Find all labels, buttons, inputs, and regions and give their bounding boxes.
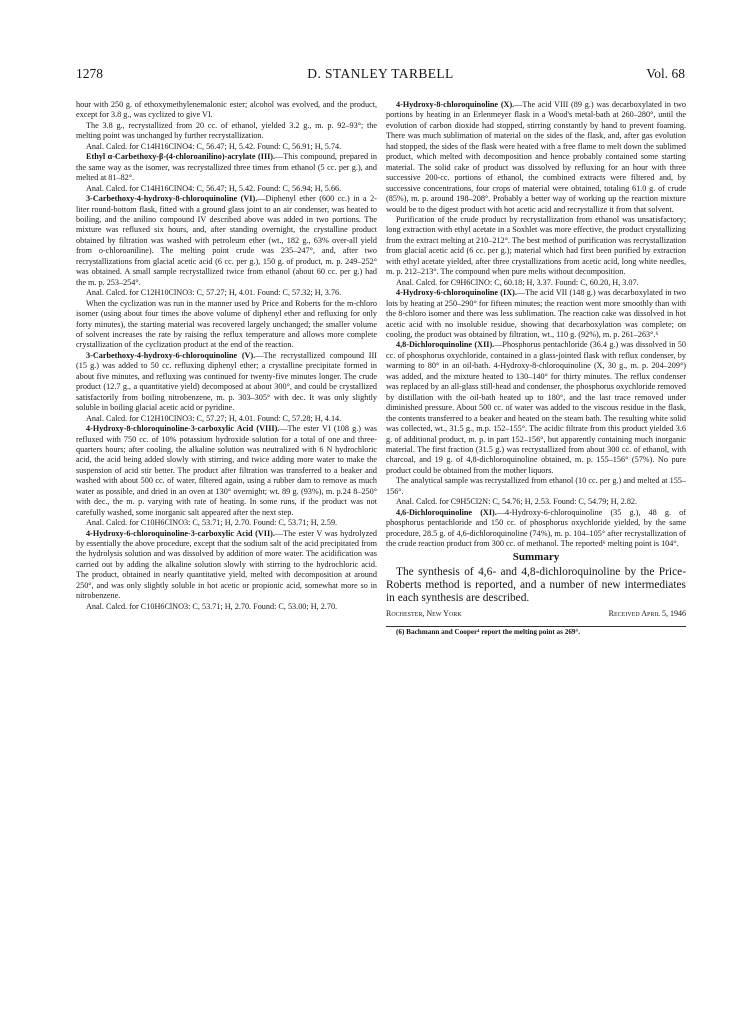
paragraph-text: —The acid VIII (89 g.) was decarboxylated in two portions by heating in an Erlenmeyer flask in a Wood's metal-bath at 260–280°, until the evolution of carbon dioxide had stopped, stirring constantly by hand to prevent foaming. There was much sublimation of material on the sides of the flask, and, after gas evolution had stopped, the sides of the flask were heated with a free flame to melt down the sublimed product, which melted with decomposition and hence probably contained some starting material. The solid cake of product was dissolved by refluxing for an hour with three successive 200-cc. portions of ethanol, the combined extracts were filtered and, by successive concentrations, four crops of material were obtained, totaling 61.0 g. of crude (85%), m. p. around 198–208°. Probably a better way of working up the reaction mixture would be to the digest product with hot acetic acid and recrystallize it from that solvent. [386,100,687,214]
paragraph-heading: 3-Carbethoxy-4-hydroxy-6-chloroquinoline (V). [86,350,256,360]
paragraph-text: —The acid VII (148 g.) was decarboxylated in two lots by heating at 250–290° for fifteen minutes; the reaction went more smoothly than with the 8-chloro isomer and there was less sublimation. The reaction cake was dissolved in hot acetic acid with no insoluble residue, showing that decarboxylation was complete; on cooling, the product was obtained by filtration, wt., 110 g. (92%), m. p. 261–263°.⁶ [386,288,686,339]
signature-line [386,609,686,622]
left-paragraph [76,288,377,298]
right-paragraph [386,476,686,497]
left-paragraph [76,424,377,518]
paragraph-heading: 4,8-Dichloroquinoline (XII). [396,340,495,350]
paragraph-text: —The ester V was hydrolyzed by essentially the above procedure, except that the sodium salt of the acid precipitated from the hydrolysis solution and was dissolved by addition of more water. The acidification was carried out by adding the alkaline solution slowly with stirring to the hydrochloric acid. The product, obtained in nearly quantitative yield, melted with decomposition at around 250°, and was only slightly soluble in hot acetic or propionic acid, somewhat more so in nitrobenzene. [76,528,377,601]
right-column-paragraphs [386,100,686,549]
paragraph-text: The 3.8 g., recrystallized from 20 cc. of ethanol, yielded 3.2 g., m. p. 92–93°; the melting point was unchanged by further recrystallization. [76,120,377,141]
paragraph-text: Anal. Calcd. for C9H6ClNO: C, 60.18; H, 3.37. Found: C, 60.20, H, 3.07. [396,277,639,287]
paragraph-heading: 4,6-Dichloroquinoline (XI). [396,507,497,517]
left-paragraph [76,518,377,528]
left-paragraph [76,194,377,288]
paragraph-text: Anal. Calcd. for C12H10ClNO3: C, 57.27; H, 4.01. Found: C, 57.28; H, 4.14. [86,413,342,423]
left-paragraph [76,121,377,142]
right-paragraph [386,497,686,507]
right-paragraph [386,215,686,278]
right-paragraph [386,340,686,476]
paragraph-text: Anal. Calcd. for C12H10ClNO3: C, 57.27; H, 4.01. Found: C, 57.32; H, 3.76. [86,288,342,298]
signature-location: Rochester, New York [386,608,462,618]
paragraph-text: —The ester VI (108 g.) was refluxed with 750 cc. of 10% potassium hydroxide solution for a total of one and three-quarters hours; after cooling, the alkaline solution was neutralized with 6 N hydrochloric acid, the acid being added slowly with stirring, and twice adding more water to make the suspension of acid stir better. The product after filtration was transferred to a beaker and washed with about 500 cc. of water, filtered again, using a rubber dam to remove as much water as possible, and dried in an oven at 130° overnight; wt. 89 g. (93%), m. p.24 8–250° with dec., the m. p. varying with rate of heating. In some runs, if the product was not carefully washed, some inorganic salt appeared after the next step. [76,424,377,517]
volume-label: Vol. 68 [646,66,685,81]
paragraph-text: When the cyclization was run in the manner used by Price and Roberts for the m-chloro isomer (using about four times the above volume of diphenyl ether and refluxing for only forty minutes), the starting material was recovered largely unchanged; the smaller volume of solvent increases the rate by raising the reflux temperature and allows more complete crystallization of the cyclization product at the end of the reaction. [76,298,377,350]
paragraph-text: Anal. Calcd. for C14H16ClNO4: C, 56.47; H, 5.42. Found: C, 56.94; H, 5.66. [86,183,342,193]
paragraph-heading: 4-Hydroxy-6-chloroquinoline (IX). [396,288,517,298]
received-date: Received April 5, 1946 [608,608,686,618]
paragraph-text: —This compound, prepared in the same way as the isomer, was recrystallized three times from ethanol (5 cc. per g.), and melted at 81–82°. [76,152,377,183]
left-paragraph [76,529,377,602]
page-number: 1278 [76,66,103,81]
paragraph-text: —4-Hydroxy-6-chloroquinoline (35 g.), 48 g. of phosphorus pentachloride and 150 cc. of phosphorus oxychloride yielded, by the same procedure, 28.5 g. of 4,6-dichloroquinoline (74%), m. p. 104–105° after recrystallization of the crude reaction product from 300 cc. of methanol. The reported⁶ melting point is 104°. [386,507,686,549]
summary-text: The synthesis of 4,6- and 4,8-dichloroquinoline by the Price-Roberts method is reported, and a number of new intermediates in each synthesis are described. [386,565,686,604]
left-paragraph [76,100,377,121]
paragraph-heading: 4-Hydroxy-6-chloroquinoline-3-carboxylic Acid (VII). [86,528,275,538]
paragraph-text: hour with 250 g. of ethoxymethylenemalonic ester; alcohol was evolved, and the product, except for 3.8 g., was cyclized to give VI. [76,100,377,120]
left-paragraph [76,142,377,152]
summary-heading: Summary [512,551,560,564]
paragraph-heading: Ethyl α-Carbethoxy-β-(4-chloroanilino)-acrylate (III). [86,152,276,162]
paragraph-text: The analytical sample was recrystallized from ethanol (10 cc. per g.) and melted at 155–156°. [386,476,686,496]
paragraph-heading: 3-Carbethoxy-4-hydroxy-8-chloroquinoline (VI). [86,194,258,204]
paragraph-text: Anal. Calcd. for C10H6ClNO3: C, 53.71; H, 2.70. Found: C, 53.00; H, 2.70. [86,601,338,611]
paragraph-text: Anal. Calcd. for C14H16ClNO4: C, 56.47; H, 5.42. Found: C, 56.91; H, 5.74. [86,141,342,151]
page-header [76,66,685,86]
left-column [76,100,377,612]
running-author: D. STANLEY TARBELL [307,66,454,81]
left-paragraph [76,602,377,612]
left-paragraph [76,299,377,351]
right-column [386,100,686,637]
right-paragraph [386,100,686,215]
footnote: (6) Bachmann and Cooper⁴ report the melting point as 269°. [396,627,581,636]
paragraph-text: Anal. Calcd. for C10H6ClNO3: C, 53.71; H, 2.70. Found: C, 53.71; H, 2.59. [86,518,338,528]
paragraph-text: —Diphenyl ether (600 cc.) in a 2-liter round-bottom flask, fitted with a ground glass joint to an air condenser, was heated to boiling, and the anilino compound IV described above was added in two portions. The mixture was refluxed six hours, and, after standing overnight, the crystalline product obtained by filtration was washed with petroleum ether (wt., 182 g., 63% over-all yield from o-chloroaniline). The melting point crude was 235–247°, and, after two recrystallizations from glacial acetic acid (6 cc. per g.), 150 g. of product, m. p. 249–252° was obtained. A small sample recrystallized twice from ethanol (about 60 cc. per g.) had the m. p. 253–254°. [76,194,377,287]
right-paragraph [386,278,686,288]
right-paragraph [386,508,686,550]
left-paragraph [76,414,377,424]
paragraph-text: Anal. Calcd. for C9H5Cl2N: C, 54.76; H, 2.53. Found: C, 54.79; H, 2.82. [396,497,638,507]
paragraph-text: Purification of the crude product by recrystallization from ethanol was unsatisfactory; long extraction with ethyl acetate in a Soxhlet was more effective, the product crystallizing from the extract melting at 210–212°. The best method of purification was recrystallization from glacial acetic acid (6 cc. per g.); material which had first been purified by extraction with ethyl acetate yielded, after three crystallizations from acetic acid, long white needles, m. p. 212–213°. The compound when pure melts without decomposition. [386,214,686,277]
paragraph-heading: 4-Hydroxy-8-chloroquinoline (X). [396,100,515,109]
left-paragraph [76,152,377,183]
left-paragraph [76,351,377,414]
paragraph-text: —Phosphorus pentachloride (36.4 g.) was dissolved in 50 cc. of phosphorus oxychloride, contained in a glass-jointed flask with reflux condenser, by warming to 80° in an oil-bath. 4-Hydroxy-8-chloroquinoline (X, 30 g., m. p. 204–209°) was added, and the mixture heated to 130–140° for thirty minutes. The reflux condenser was replaced by an all-glass still-head and condenser, the phosphorus oxychloride removed by distillation with the oil-bath heated up to 180°, and the last trace removed under diminished pressure. About 500 cc. of water was added to the viscous residue in the flask, the contents transferred to a beaker and heated on the steam bath. The resulting white solid was collected, wt., 31.5 g., m.p. 152–155°. The acidic filtrate from this product yielded 3.6 g. of additional product, m. p. in part 152–156°, but apparently containing much inorganic material. The first fraction (31.5 g.) was recrystallized from about 300 cc. of ethanol, with charcoal, and 19 g. of 4,8-dichloroquinoline obtained, m. p. 155–156° (57%). No pure product could be obtained from the mother liquors. [386,340,686,475]
left-paragraph [76,184,377,194]
paragraph-text: —The recrystallized compound III (15 g.) was added to 50 cc. refluxing diphenyl ether; a crystalline precipitate formed in about five minutes, and refluxing was continued for twenty-five minutes longer. The crude product (12.7 g., a quantitative yield) decomposed at about 300°, and could be crystallized satisfactorily from boiling nitrobenzene, m. p. 303–305° with dec. It was only slightly soluble in boiling glacial acetic acid or pyridine. [76,350,377,413]
right-paragraph [386,288,686,340]
paragraph-heading: 4-Hydroxy-8-chloroquinoline-3-carboxylic Acid (VIII). [86,424,280,434]
